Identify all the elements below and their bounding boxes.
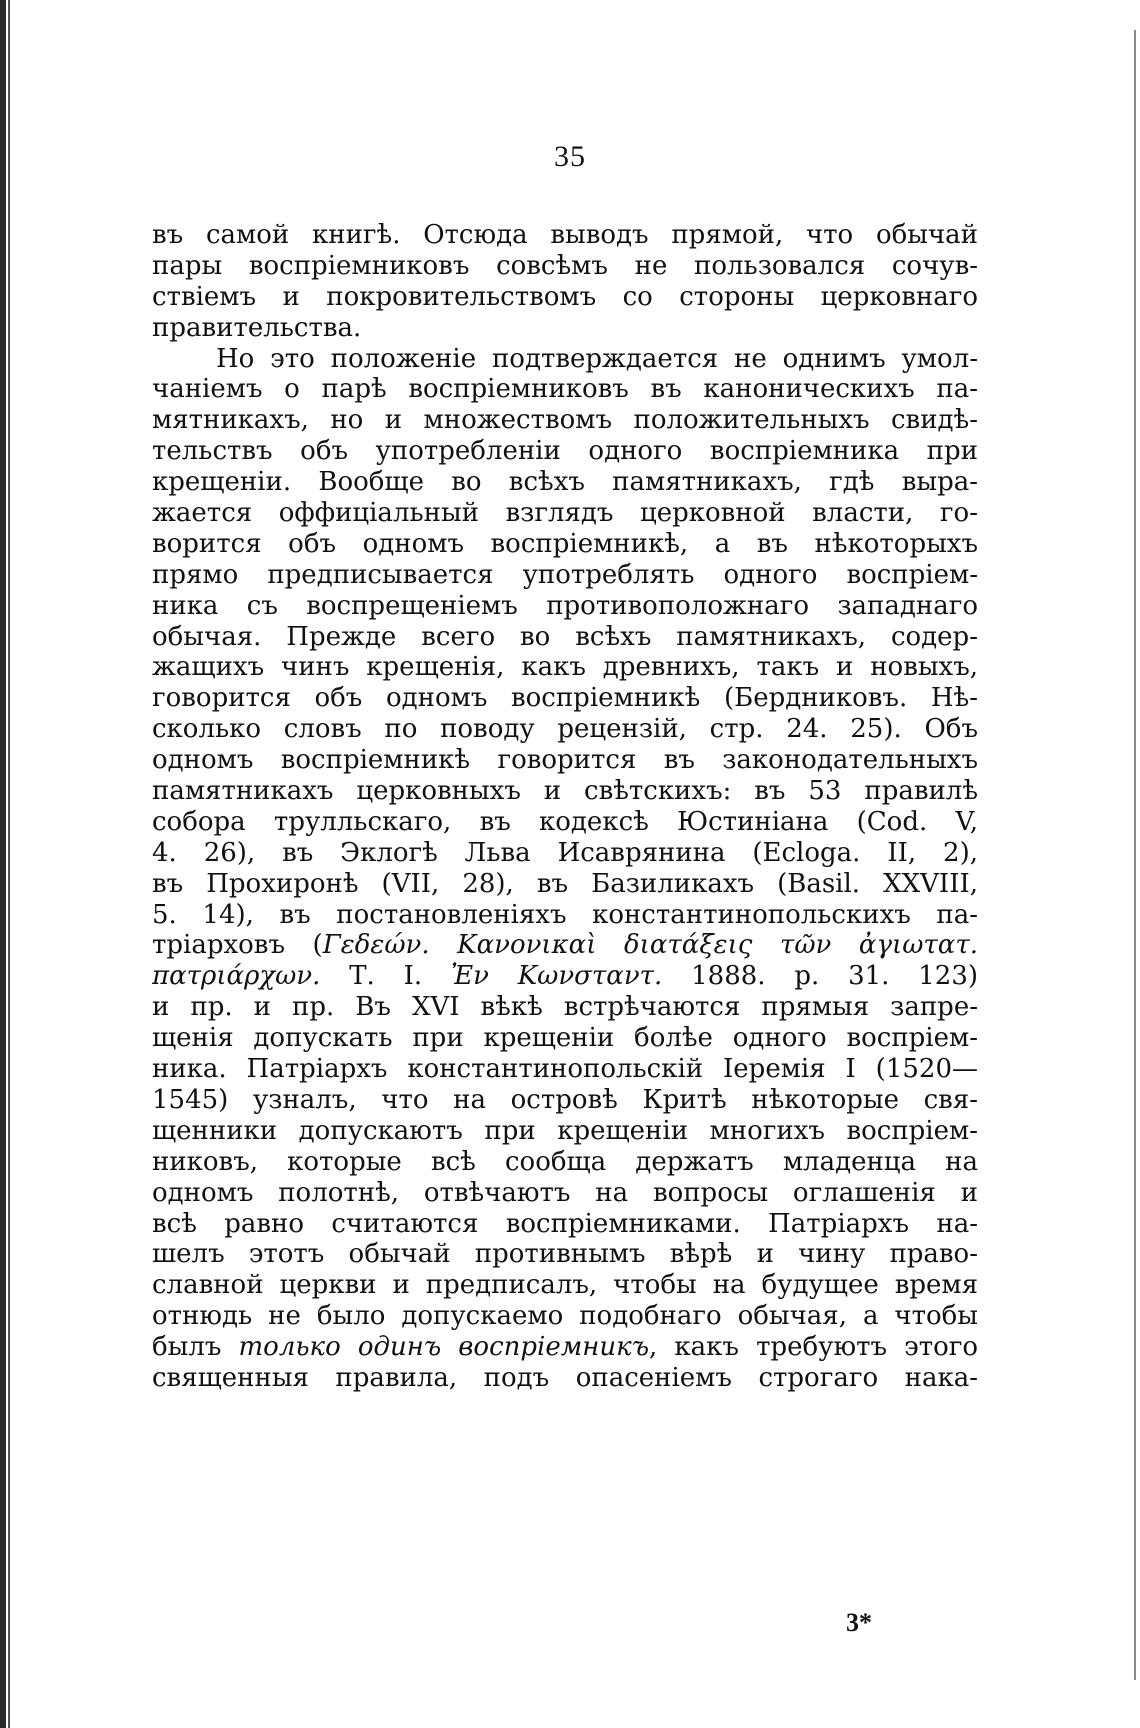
text-fragment: былъ (152, 1332, 239, 1363)
text-line: прямо предписывается употреблять одного воспріем- (152, 559, 978, 590)
text-line: щенія допускать при крещеніи болѣе одного воспріем- (152, 1023, 978, 1054)
greek-italic-fragment: Ἐν Κωνσταντ. (450, 961, 663, 992)
emphasis-line (152, 1332, 978, 1363)
text-line: щенники допускаютъ при крещеніи многихъ воспріем- (152, 1115, 978, 1146)
text-line: правительства. (152, 312, 362, 343)
text-line: мятникахъ, но и множествомъ положительныхъ свидѣ- (152, 405, 978, 436)
text-fragment: 1888. р. 31. 123) (662, 961, 978, 992)
text-line: 5. 14), въ постановленіяхъ константинопольскихъ па- (152, 899, 978, 930)
text-line: ствіемъ и покровительствомъ со стороны церковнаго (152, 281, 978, 312)
text-line: ника съ воспрещеніемъ противоположнаго западнаго (152, 590, 978, 621)
text-fragment: , какъ требуютъ этого (649, 1332, 978, 1363)
text-line: славной церкви и предписалъ, чтобы на будущее время (152, 1270, 978, 1301)
scan-edge-right (1134, 30, 1136, 1680)
text-line: пары воспріемниковъ совсѣмъ не пользовался сочув- (152, 250, 978, 281)
scan-edge (0, 0, 6, 1728)
text-line: одномъ полотнѣ, отвѣчаютъ на вопросы оглашенія и (152, 1177, 978, 1208)
text-line: и пр. и пр. Въ XVI вѣкѣ встрѣчаются прямыя запре- (152, 992, 978, 1023)
text-line: тельствъ объ употребленіи одного воспріемника при (152, 436, 978, 467)
greek-italic-fragment: πατριάρχων. (152, 961, 321, 992)
text-line: жается оффиціальный взглядъ церковной власти, го- (152, 498, 978, 529)
text-line: говорится объ одномъ воспріемникѣ (Бердниковъ. Нѣ- (152, 683, 978, 714)
greek-citation-line (152, 930, 978, 961)
signature-mark: 3* (846, 1608, 872, 1637)
text-line: всѣ равно считаются воспріемниками. Патріархъ на- (152, 1208, 978, 1239)
text-line: ворится объ одномъ воспріемникѣ, а въ нѣкоторыхъ (152, 528, 978, 559)
text-line: въ Прохиронѣ (VII, 28), въ Базиликахъ (Basil. XXVIII, (152, 868, 978, 899)
paragraph-start-line: Но это положеніе подтверждается не однимъ умол- (216, 343, 978, 374)
text-line: памятникахъ церковныхъ и свѣтскихъ: въ 53 правилѣ (152, 776, 978, 807)
text-line: 1545) узналъ, что на островѣ Критѣ нѣкоторые свя- (152, 1084, 978, 1115)
text-line: священныя правила, подъ опасеніемъ строгаго нака- (152, 1362, 978, 1393)
text-fragment: тріарховъ ( (152, 930, 323, 961)
text-line: собора трулльскаго, въ кодексѣ Юстиніана (Cod. V, (152, 806, 978, 837)
text-line: въ самой книгѣ. Отсюда выводъ прямой, что обычай (152, 220, 978, 250)
text-line: одномъ воспріемникѣ говорится въ законодательныхъ (152, 745, 978, 776)
body-text (152, 220, 978, 1394)
page-number: 35 (554, 140, 586, 173)
greek-italic-fragment: Γεδεών. Κανονικαὶ διατάξεις τῶν ἀγιωτατ. (322, 930, 978, 961)
text-line: шелъ этотъ обычай противнымъ вѣрѣ и чину право- (152, 1239, 978, 1270)
text-line: крещеніи. Вообще во всѣхъ памятникахъ, гдѣ выра- (152, 467, 978, 498)
text-fragment: Т. І. (320, 961, 451, 992)
text-line: обычая. Прежде всего во всѣхъ памятникахъ, содер- (152, 621, 978, 652)
text-line: отнюдь не было допускаемо подобнаго обычая, а чтобы (152, 1301, 978, 1332)
text-line: никовъ, которые всѣ сообща держатъ младенца на (152, 1146, 978, 1177)
italic-emphasis: только одинъ воспріемникъ (238, 1332, 650, 1363)
text-line: ника. Патріархъ константинопольскій Іеремія І (1520— (152, 1054, 978, 1085)
greek-citation-line (152, 961, 978, 992)
scan-edge-inner (8, 0, 10, 1728)
text-line: чаніемъ о парѣ воспріемниковъ въ каноническихъ па- (152, 374, 978, 405)
text-line: сколько словъ по поводу рецензій, стр. 24. 25). Объ (152, 714, 978, 745)
text-line: 4. 26), въ Эклогѣ Льва Исаврянина (Ecloga. II, 2), (152, 837, 978, 868)
text-line: жащихъ чинъ крещенія, какъ древнихъ, такъ и новыхъ, (152, 652, 978, 683)
